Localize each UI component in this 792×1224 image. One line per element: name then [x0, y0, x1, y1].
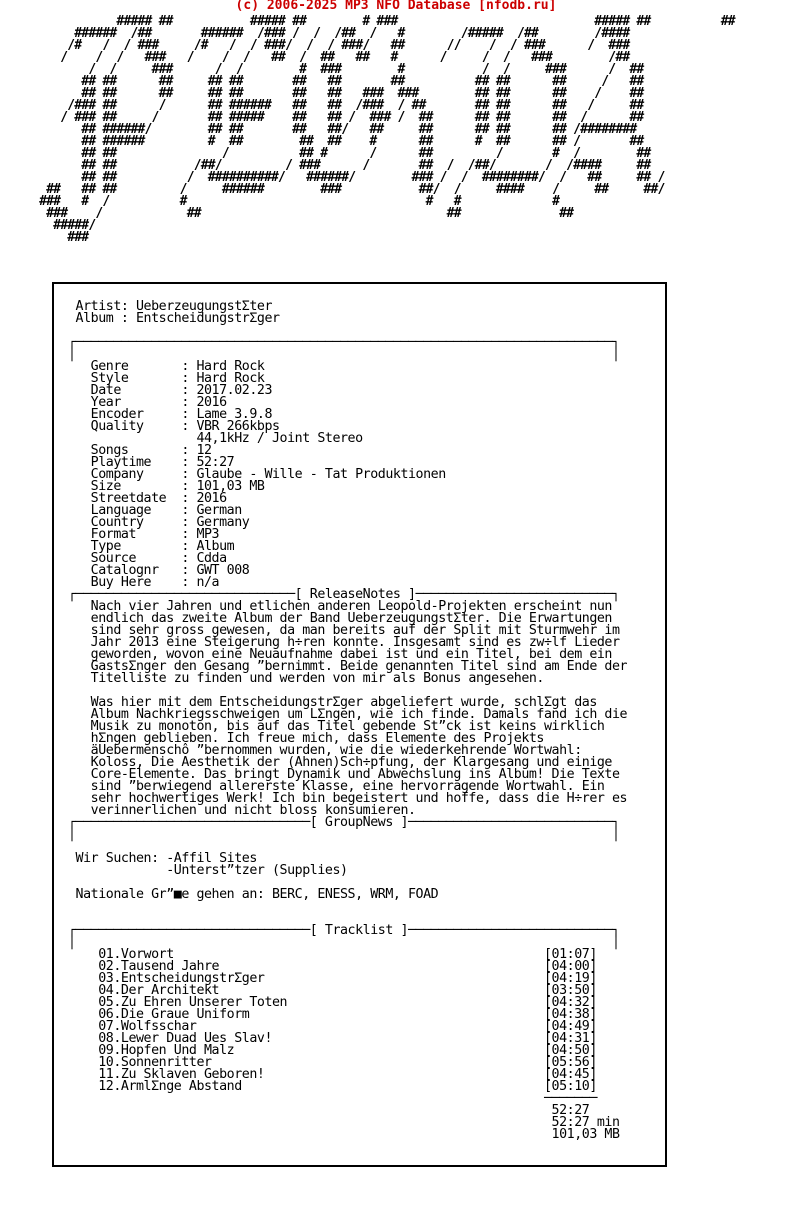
info-row-catalognr: Catalognr : GWT 008	[68, 563, 250, 578]
info-row-country: Country : Germany	[68, 515, 250, 530]
info-row-format: Format : MP3	[68, 527, 220, 542]
info-row-streetdate: Streetdate : 2016	[68, 491, 227, 506]
greetings-line: Nationale Gr”■e gehen an: BERC, ENESS, WRM, FOAD	[68, 887, 439, 902]
frame-side: │ │	[68, 827, 620, 842]
release-notes-header: ┌─────────────────────────────[ ReleaseNotes ]──────────────────────────┐	[68, 587, 620, 602]
nfo-body	[68, 301, 627, 1141]
release-note-line: sind ”berwiegend allererste Klasse, eine hervorragende Wortwahl. Ein	[68, 779, 605, 794]
info-row-encoder: Encoder : Lame 3.9.8	[68, 407, 272, 422]
nfodb-credit: (c) 2006-2025 MP3 NFO Database [nfodb.ru]	[235, 0, 557, 13]
info-row-continued: 44,1kHz / Joint Stereo	[68, 431, 363, 446]
release-note-line: äUebermenschô ”bernommen wurden, wie die wiederkehrende Wortwahl:	[68, 743, 582, 758]
track-row: 11.Zu Sklaven Geboren! [04:45]	[68, 1067, 597, 1082]
track-row: 03.EntscheidungstrΣger [04:19]	[68, 971, 597, 986]
track-row: 05.Zu Ehren Unserer Toten [04:32]	[68, 995, 597, 1010]
ascii-art-logo: ##### ## ##### ## # ### ##### ## ## ###### /## ###### /### / / /## / # /##### /## /#### /# / / ### /# / / ###/ / / ###/ ## // / / ### / ### / / / ### / / / ## / ## ## # / / / ### /## / / ### / / # ### # / / ### / ## ## ## ## ## ## ## ## ## ## ## ## / ## ## ## ## ## ## ## ## ### ### ## ## ## / ## /### ## / ## ###### ## ## /### / ## ## ## ## / ## / ### ## / ## ##### ## ## / ### / ## ## ## ## / ## ## ######/ ## ## ## ##/ ## ## ## ## ## /######## ## ###### # ## ## ## # ## # ## ## / ## ## ## / ## # / ## / # / ## ## ## /##/ / ### / ## / /##/ / /#### ## ## ## / ##########/ ######/ ### / / ########/ / ## ## / ## ## ## / ###### ### ##/ / #### / ## ##/ ### # / # # # # ### / ## ## ## #####/ ###	[39, 14, 735, 245]
release-note-line: Was hier mit dem EntscheidungstrΣger abgeliefert wurde, schlΣgt das	[68, 695, 597, 710]
release-note-line: sehr hochwertiges Werk! Ich bin begeistert und hoffe, dass die H÷rer es	[68, 791, 628, 806]
release-note-line: Jahr 2013 eine Steigerung h÷ren konnte. Insgesamt sind es zw÷lf Lieder	[68, 635, 620, 650]
track-row: 02.Tausend Jahre [04:00]	[68, 959, 597, 974]
track-row: 08.Lewer Duad Ues Slav! [04:31]	[68, 1031, 597, 1046]
total-size: 101,03 MB	[68, 1127, 620, 1142]
release-note-line: Album Nachkriegsschweigen um LΣngen, wie ich finde. Damals fand ich die	[68, 707, 628, 722]
searching-item: Wir Suchen: -Affil Sites	[68, 851, 257, 866]
release-note-line: hΣngen geblieben. Ich freue mich, dass Elemente des Projekts	[68, 731, 544, 746]
release-note-line: endlich das zweite Album der Band UeberzeugungstΣter. Die Erwartungen	[68, 611, 612, 626]
frame-side: │ │	[68, 347, 620, 362]
track-row: 10.Sonnenritter [05:56]	[68, 1055, 597, 1070]
release-note-line: Nach vier Jahren und etlichen anderen Leopold-Projekten erscheint nun	[68, 599, 612, 614]
info-row-language: Language : German	[68, 503, 242, 518]
frame-side: │ │	[68, 935, 620, 950]
track-row: 07.Wolfsschar [04:49]	[68, 1019, 597, 1034]
release-note-line: Koloss, Die Aesthetik der (Ahnen)Sch÷pfung, der Klargesang und einige	[68, 755, 612, 770]
info-row-style: Style : Hard Rock	[68, 371, 265, 386]
release-note-line: geworden, wovon eine Neuaufnahme dabei ist und ein Titel, bei dem ein	[68, 647, 612, 662]
total-min: 52:27 min	[68, 1115, 620, 1130]
album-line: Album : EntscheidungstrΣger	[68, 311, 280, 326]
info-row-songs: Songs : 12	[68, 443, 212, 458]
release-note-line: Titelliste zu finden und werden von mir als Bonus angesehen.	[68, 671, 544, 686]
track-row: 04.Der Architekt [03:50]	[68, 983, 597, 998]
blank-line	[68, 901, 627, 913]
group-news-header: ┌───────────────────────────────[ GroupNews ]───────────────────────────┐	[68, 815, 620, 830]
searching-item: -Unterst”tzer (Supplies)	[68, 863, 348, 878]
total-time: 52:27	[68, 1103, 590, 1118]
info-row-buy-here: Buy Here : n/a	[68, 575, 220, 590]
info-row-company: Company : Glaube - Wille - Tat Produktionen	[68, 467, 446, 482]
track-row: 06.Die Graue Uniform [04:38]	[68, 1007, 597, 1022]
release-note-line: Musik zu monoton, bis auf das Titel gebende St”ck ist keins wirklich	[68, 719, 605, 734]
info-row-year: Year : 2016	[68, 395, 227, 410]
info-row-playtime: Playtime : 52:27	[68, 455, 235, 470]
release-note-line: sind sehr gross gewesen, da man bereits auf der Split mit Sturmwehr im	[68, 623, 620, 638]
info-row-date: Date : 2017.02.23	[68, 383, 272, 398]
track-row: 12.ArmlΣnge Abstand [05:10]	[68, 1079, 597, 1094]
info-row-size: Size : 101,03 MB	[68, 479, 265, 494]
info-row-type: Type : Album	[68, 539, 235, 554]
info-row-quality: Quality : VBR 266kbps	[68, 419, 280, 434]
release-note-line: GastsΣnger den Gesang ”bernimmt. Beide genannten Titel sind am Ende der	[68, 659, 628, 674]
nfo-frame	[52, 282, 667, 1167]
track-row: 09.Hopfen Und Malz [04:50]	[68, 1043, 597, 1058]
release-note-line: verinnerlichen und nicht bloss konsumieren.	[68, 803, 416, 818]
track-row: 01.Vorwort [01:07]	[68, 947, 597, 962]
release-note-line: Core-Elemente. Das bringt Dynamik und Abwechslung ins Album! Die Texte	[68, 767, 620, 782]
total-divider: ───────	[68, 1091, 597, 1106]
frame-top-info: ┌───────────────────────────────────────────────────────────────────────┐	[68, 335, 620, 350]
tracklist-header: ┌───────────────────────────────[ Tracklist ]───────────────────────────┐	[68, 923, 620, 938]
info-row-genre: Genre : Hard Rock	[68, 359, 265, 374]
info-row-source: Source : Cdda	[68, 551, 227, 566]
artist-line: Artist: UeberzeugungstΣter	[68, 299, 272, 314]
